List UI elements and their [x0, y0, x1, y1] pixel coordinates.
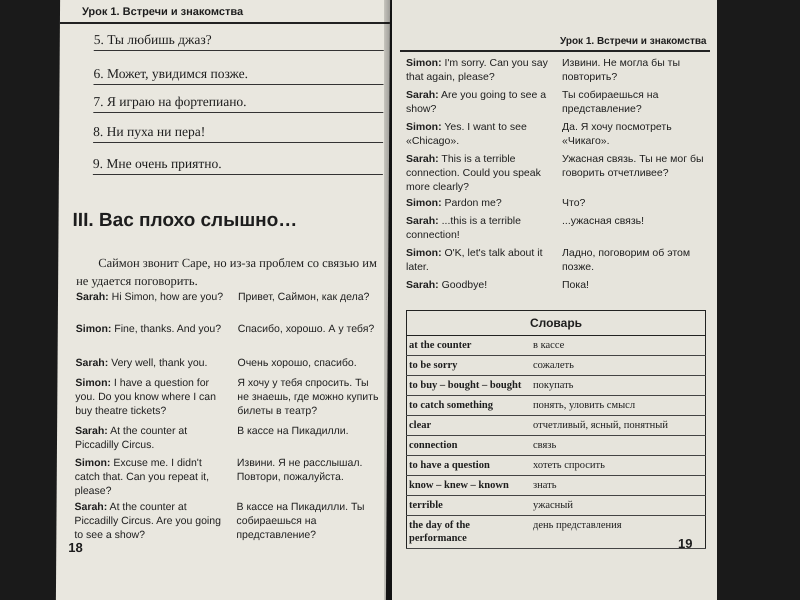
- russian-line: Очень хорошо, спасибо.: [237, 357, 357, 369]
- speaker: Simon:: [406, 57, 442, 69]
- english-line: This is a terrible connection. Could you speak more clearly?: [406, 153, 541, 193]
- vocab-row: [407, 416, 706, 436]
- speaker: Sarah:: [75, 291, 109, 303]
- vocab-russian: отчетливый, ясный, понятный: [531, 416, 706, 436]
- vocab-english: to have a question: [407, 456, 532, 476]
- vocab-english: terrible: [407, 496, 532, 516]
- english-line: I'm sorry. Can you say that again, please?: [406, 57, 548, 83]
- english-line: Very well, thank you.: [108, 357, 208, 369]
- english-line: Hi Simon, how are you?: [108, 291, 224, 303]
- vocab-row: [407, 376, 706, 396]
- vocab-russian: ужасный: [531, 496, 706, 516]
- russian-line: В кассе на Пикадилли. Ты собираешься на представление?: [236, 501, 365, 541]
- russian-line: Да. Я хочу посмотреть «Чикаго».: [562, 121, 672, 147]
- english-line: O'K, let's talk about it later.: [406, 247, 543, 273]
- russian-line: Привет, Саймон, как дела?: [237, 291, 370, 303]
- russian-line: Ужасная связь. Ты не мог бы говорить отчетливее?: [562, 153, 704, 179]
- exercise-item: 8. Ни пуха ни пера!: [93, 124, 206, 139]
- vocab-row: [407, 496, 706, 516]
- vocab-english: to catch something: [407, 396, 532, 416]
- speaker: Sarah:: [406, 279, 439, 291]
- answer-line: [93, 174, 383, 175]
- vocab-russian: хотеть спросить: [531, 456, 706, 476]
- section-intro: Саймон звонит Саре, но из-за проблем со связью им не удается поговорить.: [76, 256, 377, 288]
- header-rule: [400, 50, 710, 52]
- vocab-russian: связь: [531, 436, 706, 456]
- answer-line: [93, 142, 383, 143]
- english-line: At the counter at Piccadilly Circus.: [74, 425, 188, 451]
- vocab-row: [407, 436, 706, 456]
- russian-line: Извини. Я не расслышал. Повтори, пожалуйста.: [236, 457, 363, 483]
- vocab-english: the day of the performance: [407, 516, 532, 549]
- page-number: 19: [678, 536, 693, 551]
- vocab-english: connection: [407, 436, 532, 456]
- english-line: At the counter at Piccadilly Circus. Are you going to see a show?: [74, 501, 221, 541]
- speaker: Simon:: [75, 377, 112, 389]
- vocabulary-table: [406, 310, 706, 549]
- vocab-english: to be sorry: [407, 356, 532, 376]
- english-line: Pardon me?: [441, 197, 502, 209]
- russian-line: Извини. Не могла бы ты повторить?: [562, 57, 681, 83]
- russian-line: Ты собираешься на представление?: [562, 89, 659, 115]
- english-line: Yes. I want to see «Chicago».: [406, 121, 527, 147]
- vocab-row: [407, 356, 706, 376]
- vocab-english: at the counter: [407, 336, 532, 356]
- vocab-english: clear: [407, 416, 532, 436]
- vocab-russian: день представления: [531, 516, 706, 549]
- header-rule: [60, 22, 390, 24]
- russian-line: Что?: [562, 197, 586, 209]
- english-line: Excuse me. I didn't catch that. Can you repeat it, please?: [74, 457, 210, 497]
- exercise-item: 7. Я играю на фортепиано.: [93, 94, 247, 109]
- speaker: Simon:: [406, 247, 442, 259]
- speaker: Sarah:: [75, 357, 109, 369]
- section-title: III. Вас плохо слышно…: [72, 210, 298, 231]
- vocabulary-title: Словарь: [407, 311, 706, 336]
- vocab-russian: понять, уловить смысл: [531, 396, 706, 416]
- speaker: Simon:: [75, 323, 112, 335]
- exercise-item: 5. Ты любишь джаз?: [93, 32, 212, 47]
- vocab-english: know – knew – known: [407, 476, 532, 496]
- running-head: Урок 1. Встречи и знакомства: [81, 6, 244, 18]
- russian-line: В кассе на Пикадилли.: [237, 425, 349, 437]
- english-line: Fine, thanks. And you?: [111, 323, 222, 335]
- speaker: Simon:: [406, 121, 442, 133]
- speaker: Simon:: [406, 197, 442, 209]
- russian-line: Пока!: [562, 279, 589, 291]
- vocab-russian: знать: [531, 476, 706, 496]
- page-number: 18: [68, 540, 83, 555]
- english-line: Goodbye!: [438, 279, 488, 291]
- english-line: I have a question for you. Do you know where I can buy theatre tickets?: [75, 377, 217, 417]
- russian-line: Я хочу у тебя спросить. Ты не знаешь, где можно купить билеты в театр?: [237, 377, 379, 417]
- speaker: Simon:: [74, 457, 111, 469]
- speaker: Sarah:: [75, 425, 108, 437]
- english-line: Are you going to see a show?: [406, 89, 547, 115]
- vocab-row: [407, 336, 706, 356]
- running-head: Урок 1. Встречи и знакомства: [560, 36, 707, 47]
- vocab-row: [407, 456, 706, 476]
- speaker: Sarah:: [406, 153, 439, 165]
- russian-line: Спасибо, хорошо. А у тебя?: [237, 323, 375, 335]
- speaker: Sarah:: [406, 89, 439, 101]
- answer-line: [94, 84, 384, 85]
- vocab-russian: покупать: [531, 376, 706, 396]
- vocab-russian: в кассе: [531, 336, 706, 356]
- vocab-english: to buy – bought – bought: [407, 376, 532, 396]
- right-page: [392, 0, 717, 600]
- exercise-item: 9. Мне очень приятно.: [92, 156, 222, 171]
- answer-line: [93, 112, 383, 113]
- vocab-row: [407, 476, 706, 496]
- speaker: Sarah:: [406, 215, 439, 227]
- english-line: ...this is a terrible connection!: [406, 215, 521, 241]
- russian-line: ...ужасная связь!: [562, 215, 645, 227]
- vocab-row: [407, 396, 706, 416]
- speaker: Sarah:: [74, 501, 108, 513]
- russian-line: Ладно, поговорим об этом позже.: [562, 247, 691, 273]
- vocab-russian: сожалеть: [531, 356, 706, 376]
- answer-line: [94, 50, 384, 51]
- vocab-row: [407, 516, 706, 549]
- left-page: [56, 0, 390, 600]
- exercise-item: 6. Может, увидимся позже.: [93, 66, 249, 81]
